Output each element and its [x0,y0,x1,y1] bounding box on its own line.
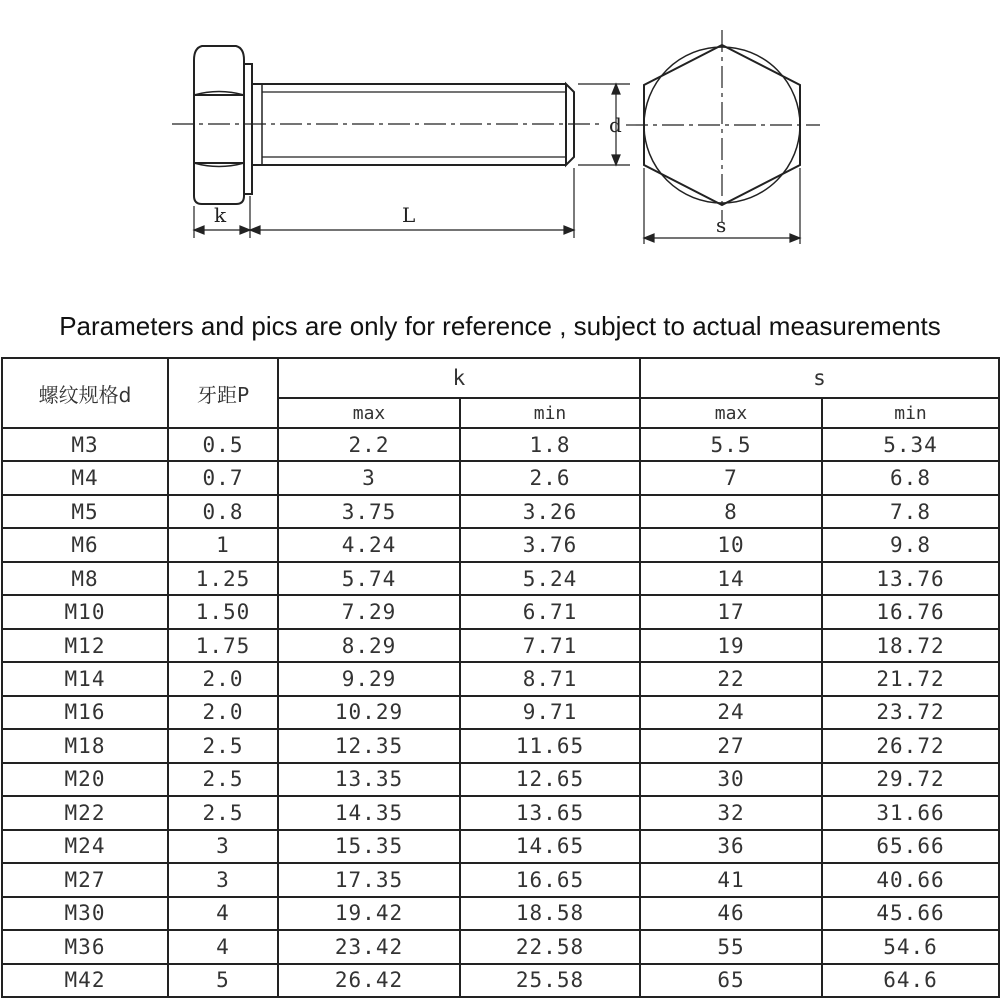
s-min-cell: 40.66 [822,863,999,896]
k-max-cell: 9.29 [278,662,460,695]
table-row [2,897,999,930]
k-min-cell: 9.71 [460,696,640,729]
pitch-cell: 2.5 [168,763,278,796]
k-min-cell: 3.76 [460,528,640,561]
s-max-cell: 32 [640,796,822,829]
k-min-cell: 18.58 [460,897,640,930]
k-min-cell: 6.71 [460,595,640,628]
thread-spec-cell: M10 [2,595,168,628]
thread-spec-cell: M16 [2,696,168,729]
table-row [2,729,999,762]
thread-spec-cell: M3 [2,428,168,461]
thread-spec-cell: M6 [2,528,168,561]
k-max-cell: 3.75 [278,495,460,528]
k-min-cell: 25.58 [460,964,640,998]
k-max-cell: 12.35 [278,729,460,762]
table-row [2,495,999,528]
s-min-cell: 9.8 [822,528,999,561]
s-min-cell: 21.72 [822,662,999,695]
table-row [2,528,999,561]
thread-spec-cell: M22 [2,796,168,829]
s-min-cell: 6.8 [822,461,999,494]
bolt-spec-table [1,357,1000,998]
pitch-cell: 1.75 [168,629,278,662]
s-min-cell: 45.66 [822,897,999,930]
pitch-cell: 0.5 [168,428,278,461]
bolt-technical-drawing [0,0,1000,260]
pitch-header: 牙距P [168,358,278,428]
s-label: s [716,213,727,237]
pitch-cell: 2.0 [168,696,278,729]
s-max-cell: 41 [640,863,822,896]
pitch-cell: 0.8 [168,495,278,528]
k-min-header: min [460,398,640,428]
bolt-head-end-view [626,30,820,222]
table-row [2,964,999,998]
k-max-cell: 17.35 [278,863,460,896]
s-max-cell: 27 [640,729,822,762]
table-row [2,763,999,796]
pitch-cell: 1 [168,528,278,561]
table-row [2,830,999,863]
s-max-cell: 5.5 [640,428,822,461]
k-max-cell: 5.74 [278,562,460,595]
table-row [2,662,999,695]
pitch-cell: 2.5 [168,729,278,762]
thread-spec-cell: M24 [2,830,168,863]
s-header: s [640,358,999,398]
table-row [2,796,999,829]
s-min-cell: 31.66 [822,796,999,829]
s-max-cell: 46 [640,897,822,930]
pitch-cell: 4 [168,897,278,930]
pitch-cell: 2.0 [168,662,278,695]
thread-spec-cell: M36 [2,930,168,963]
s-max-cell: 7 [640,461,822,494]
k-max-cell: 15.35 [278,830,460,863]
s-min-cell: 7.8 [822,495,999,528]
s-min-cell: 16.76 [822,595,999,628]
thread-spec-cell: M12 [2,629,168,662]
k-min-cell: 14.65 [460,830,640,863]
table-row [2,595,999,628]
thread-spec-cell: M4 [2,461,168,494]
k-min-cell: 1.8 [460,428,640,461]
reference-caption: Parameters and pics are only for reference , subject to actual measurements [59,311,941,341]
k-max-cell: 14.35 [278,796,460,829]
k-min-cell: 8.71 [460,662,640,695]
k-max-cell: 13.35 [278,763,460,796]
table-row [2,930,999,963]
thread-spec-header: 螺纹规格d [2,358,168,428]
s-min-cell: 54.6 [822,930,999,963]
s-min-cell: 23.72 [822,696,999,729]
pitch-cell: 3 [168,830,278,863]
k-min-cell: 2.6 [460,461,640,494]
k-max-cell: 26.42 [278,964,460,998]
s-min-header: min [822,398,999,428]
table-row [2,428,999,461]
thread-spec-cell: M5 [2,495,168,528]
s-min-cell: 64.6 [822,964,999,998]
s-min-cell: 26.72 [822,729,999,762]
k-min-cell: 7.71 [460,629,640,662]
spec-table-body [2,428,999,997]
s-min-cell: 65.66 [822,830,999,863]
k-max-cell: 2.2 [278,428,460,461]
k-max-cell: 4.24 [278,528,460,561]
pitch-cell: 1.25 [168,562,278,595]
k-max-cell: 3 [278,461,460,494]
s-min-cell: 18.72 [822,629,999,662]
table-row [2,562,999,595]
k-min-cell: 16.65 [460,863,640,896]
k-max-cell: 23.42 [278,930,460,963]
s-max-cell: 10 [640,528,822,561]
k-min-cell: 11.65 [460,729,640,762]
thread-spec-cell: M8 [2,562,168,595]
pitch-cell: 1.50 [168,595,278,628]
thread-spec-cell: M42 [2,964,168,998]
thread-spec-cell: M30 [2,897,168,930]
pitch-cell: 5 [168,964,278,998]
k-min-cell: 12.65 [460,763,640,796]
d-label: d [609,113,622,137]
s-max-cell: 22 [640,662,822,695]
k-max-cell: 19.42 [278,897,460,930]
s-min-cell: 13.76 [822,562,999,595]
s-max-cell: 24 [640,696,822,729]
k-min-cell: 13.65 [460,796,640,829]
k-max-cell: 10.29 [278,696,460,729]
pitch-cell: 2.5 [168,796,278,829]
pitch-cell: 3 [168,863,278,896]
thread-spec-cell: M18 [2,729,168,762]
s-max-cell: 55 [640,930,822,963]
table-row [2,629,999,662]
k-min-cell: 5.24 [460,562,640,595]
table-row [2,696,999,729]
s-max-cell: 36 [640,830,822,863]
s-max-cell: 17 [640,595,822,628]
pitch-cell: 0.7 [168,461,278,494]
L-label: L [402,203,416,227]
k-max-header: max [278,398,460,428]
thread-spec-cell: M20 [2,763,168,796]
s-max-cell: 8 [640,495,822,528]
k-max-cell: 8.29 [278,629,460,662]
k-header: k [278,358,640,398]
s-max-cell: 65 [640,964,822,998]
s-max-cell: 14 [640,562,822,595]
k-min-cell: 22.58 [460,930,640,963]
k-label: k [214,203,227,227]
table-row [2,863,999,896]
s-min-cell: 29.72 [822,763,999,796]
table-row [2,461,999,494]
bolt-head-side-view [194,46,252,204]
thread-spec-cell: M14 [2,662,168,695]
s-max-cell: 30 [640,763,822,796]
k-max-cell: 7.29 [278,595,460,628]
thread-spec-cell: M27 [2,863,168,896]
s-max-header: max [640,398,822,428]
k-min-cell: 3.26 [460,495,640,528]
s-min-cell: 5.34 [822,428,999,461]
s-max-cell: 19 [640,629,822,662]
pitch-cell: 4 [168,930,278,963]
